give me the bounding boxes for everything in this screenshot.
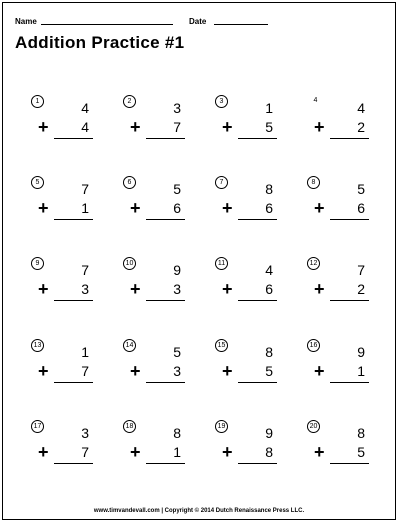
problem-number: 1 [31,95,44,108]
problem-6 [123,176,193,236]
problem-7 [215,176,285,236]
bottom-addend: 7 [81,444,89,460]
problem-20 [307,420,377,480]
problem-8 [307,176,377,236]
problem-number: 4 [313,97,318,104]
answer-line [146,300,185,301]
top-addend: 4 [81,100,89,116]
plus-sign: + [38,442,49,462]
plus-sign: + [314,361,325,381]
problem-11 [215,257,285,317]
bottom-addend: 1 [357,363,365,379]
problem-13 [31,339,101,399]
answer-line [238,138,277,139]
problem-10 [123,257,193,317]
date-blank-line [214,24,268,25]
plus-sign: + [38,198,49,218]
problem-number: 12 [307,257,320,270]
problem-number: 17 [31,420,44,433]
plus-sign: + [314,117,325,137]
answer-line [54,300,93,301]
top-addend: 8 [357,425,365,441]
plus-sign: + [314,442,325,462]
top-addend: 7 [81,262,89,278]
problem-number: 6 [123,176,136,189]
answer-line [54,138,93,139]
problem-number: 16 [307,339,320,352]
top-addend: 3 [81,425,89,441]
problem-number: 9 [31,257,44,270]
problem-number: 3 [215,95,228,108]
bottom-addend: 7 [81,363,89,379]
top-addend: 5 [173,181,181,197]
problem-number: 11 [215,257,228,270]
problem-number: 19 [215,420,228,433]
top-addend: 7 [357,262,365,278]
problem-12 [307,257,377,317]
plus-sign: + [222,279,233,299]
top-addend: 7 [81,181,89,197]
bottom-addend: 5 [357,444,365,460]
plus-sign: + [38,279,49,299]
top-addend: 8 [265,344,273,360]
name-blank-line [41,24,173,25]
top-addend: 1 [265,100,273,116]
date-label: Date [189,17,207,26]
top-addend: 3 [173,100,181,116]
bottom-addend: 8 [265,444,273,460]
answer-line [146,138,185,139]
bottom-addend: 6 [265,281,273,297]
top-addend: 9 [357,344,365,360]
plus-sign: + [314,279,325,299]
answer-line [330,219,369,220]
top-addend: 4 [357,100,365,116]
problem-15 [215,339,285,399]
answer-line [54,463,93,464]
problem-number: 13 [31,339,44,352]
top-addend: 4 [265,262,273,278]
bottom-addend: 3 [81,281,89,297]
bottom-addend: 6 [173,200,181,216]
plus-sign: + [130,442,141,462]
bottom-addend: 3 [173,363,181,379]
answer-line [54,382,93,383]
answer-line [146,219,185,220]
problem-number: 10 [123,257,136,270]
bottom-addend: 1 [173,444,181,460]
problem-16 [307,339,377,399]
plus-sign: + [38,117,49,137]
worksheet-page [2,2,396,520]
bottom-addend: 6 [357,200,365,216]
bottom-addend: 2 [357,119,365,135]
plus-sign: + [222,198,233,218]
plus-sign: + [130,361,141,381]
problem-number: 2 [123,95,136,108]
plus-sign: + [222,361,233,381]
problem-4 [307,95,377,155]
bottom-addend: 4 [81,119,89,135]
name-label: Name [15,17,37,26]
problem-19 [215,420,285,480]
bottom-addend: 7 [173,119,181,135]
plus-sign: + [130,198,141,218]
problem-5 [31,176,101,236]
problem-number: 18 [123,420,136,433]
answer-line [54,219,93,220]
top-addend: 9 [173,262,181,278]
problem-number: 14 [123,339,136,352]
problem-number: 7 [215,176,228,189]
plus-sign: + [314,198,325,218]
answer-line [330,463,369,464]
problem-9 [31,257,101,317]
answer-line [238,300,277,301]
answer-line [238,382,277,383]
problem-17 [31,420,101,480]
problem-14 [123,339,193,399]
top-addend: 1 [81,344,89,360]
answer-line [146,382,185,383]
bottom-addend: 5 [265,119,273,135]
answer-line [238,219,277,220]
problem-18 [123,420,193,480]
plus-sign: + [130,117,141,137]
plus-sign: + [222,442,233,462]
problem-number: 20 [307,420,320,433]
bottom-addend: 5 [265,363,273,379]
page-title: Addition Practice #1 [15,33,185,52]
bottom-addend: 1 [81,200,89,216]
plus-sign: + [222,117,233,137]
answer-line [330,138,369,139]
top-addend: 8 [265,181,273,197]
answer-line [238,463,277,464]
top-addend: 8 [173,425,181,441]
answer-line [146,463,185,464]
bottom-addend: 3 [173,281,181,297]
problem-2 [123,95,193,155]
problem-1 [31,95,101,155]
answer-line [330,382,369,383]
answer-line [330,300,369,301]
plus-sign: + [38,361,49,381]
plus-sign: + [130,279,141,299]
problem-number: 5 [31,176,44,189]
bottom-addend: 6 [265,200,273,216]
problem-number: 15 [215,339,228,352]
problem-number: 8 [307,176,320,189]
copyright-footer: www.timvandevall.com | Copyright © 2014 Dutch Renaissance Press LLC. [93,508,305,514]
top-addend: 9 [265,425,273,441]
problem-3 [215,95,285,155]
top-addend: 5 [357,181,365,197]
top-addend: 5 [173,344,181,360]
bottom-addend: 2 [357,281,365,297]
